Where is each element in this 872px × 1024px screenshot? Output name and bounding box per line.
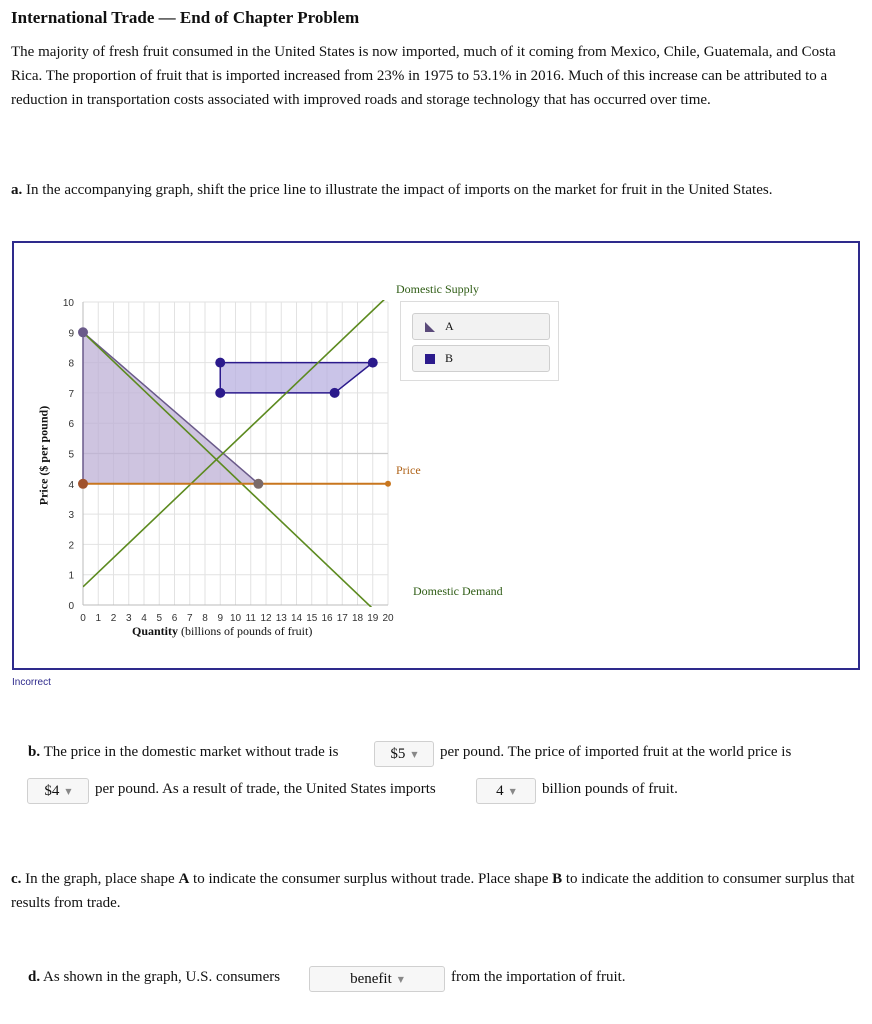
x-tick-label: 8 (202, 613, 208, 624)
supply-line-label: Domestic Supply (396, 282, 479, 296)
triangle-icon (425, 322, 435, 332)
shape-b-vertex (330, 388, 340, 398)
question-c-t2: to indicate the consumer surplus without trade. Place shape (193, 871, 549, 887)
question-c (11, 867, 866, 915)
x-tick-label: 13 (275, 613, 287, 624)
x-tick-label: 17 (336, 613, 348, 624)
question-b-label: b. (28, 744, 41, 760)
x-tick-label: 2 (110, 613, 117, 624)
demand-line-label: Domestic Demand (413, 584, 503, 598)
shape-palette (400, 301, 559, 381)
x-tick-label: 10 (229, 613, 242, 624)
chart-shapes (83, 332, 373, 484)
x-tick-label: 18 (351, 613, 364, 624)
question-c-t1: In the graph, place shape (25, 871, 175, 887)
question-b-line1 (28, 744, 339, 761)
price-line-point (385, 481, 391, 487)
legend-item-a[interactable] (412, 313, 550, 340)
x-tick-label: 20 (382, 613, 394, 624)
status-badge: Incorrect (12, 677, 51, 688)
consumer-effect-value: benefit (350, 970, 392, 987)
shape-b-vertex (215, 358, 225, 368)
x-axis-label-bold: Quantity (132, 624, 179, 638)
intro-paragraph: The majority of fresh fruit consumed in the United States is now imported, much of it coming from Mexico, Chile, Guatemala, and Costa Rica. The proportion of fruit that is imported increased from 23% in 1975 to 53.1% in 2016. Much of this increase can be attributed to a reduction in transportation costs associated with improved roads and storage technology that has occurred over time. (11, 44, 836, 108)
x-tick-label: 12 (260, 613, 272, 624)
consumer-surplus-shape-a (83, 332, 258, 484)
y-tick-label: 10 (62, 298, 74, 309)
shape-b-vertex (368, 358, 378, 368)
x-tick-label: 15 (306, 613, 318, 624)
chevron-down-icon: ▼ (65, 786, 72, 796)
y-tick-label: 7 (68, 388, 74, 400)
chevron-down-icon: ▼ (397, 974, 404, 984)
consumer-effect-dropdown[interactable] (309, 966, 445, 992)
question-d-line (28, 969, 280, 986)
question-a-text: In the accompanying graph, shift the price line to illustrate the impact of imports on the market for fruit in the United States. (26, 182, 773, 198)
x-axis-label (132, 624, 312, 639)
x-tick-label: 3 (125, 613, 132, 624)
y-tick-label: 4 (68, 479, 74, 491)
chevron-down-icon: ▼ (509, 786, 516, 796)
x-tick-label: 16 (321, 613, 333, 624)
question-d-text1: As shown in the graph, U.S. consumers (43, 969, 281, 985)
x-tick-label: 9 (217, 613, 224, 624)
x-axis-label-rest: (billions of pounds of fruit) (181, 624, 313, 638)
question-a-label: a. (11, 182, 23, 198)
price-line-label: Price (396, 463, 421, 477)
shape-b-vertex (215, 388, 225, 398)
question-c-label: c. (11, 871, 22, 887)
question-d-text2: from the importation of fruit. (451, 969, 626, 985)
question-b-text1: The price in the domestic market without trade is (43, 744, 339, 760)
y-tick-label: 2 (68, 540, 74, 552)
no-trade-price-dropdown[interactable] (374, 741, 434, 767)
y-tick-label: 8 (68, 358, 74, 370)
legend-label-a: A (445, 319, 454, 333)
question-c-t3: to indicate the addition to consumer surplus that results from trade. (11, 871, 855, 911)
page-title: International Trade — End of Chapter Problem (11, 8, 360, 27)
question-b-text4: billion pounds of fruit. (542, 781, 678, 797)
shape-a-vertex (78, 327, 88, 337)
price-line-point (253, 479, 263, 489)
surplus-gain-shape-b (220, 363, 373, 393)
question-b-text2: per pound. The price of imported fruit at the world price is (440, 744, 792, 760)
y-axis-label: Price ($ per pound) (36, 405, 51, 506)
square-icon (425, 354, 435, 364)
y-tick-label: 9 (68, 328, 74, 340)
x-tick-label: 1 (95, 613, 102, 624)
y-tick-label: 5 (68, 449, 74, 461)
imports-value: 4 (496, 782, 504, 799)
x-tick-label: 14 (290, 613, 303, 624)
imports-dropdown[interactable] (476, 778, 536, 804)
x-tick-label: 4 (141, 613, 147, 624)
y-tick-label: 3 (68, 510, 74, 522)
price-line-point (78, 479, 88, 489)
question-d-label: d. (28, 969, 41, 985)
y-tick-label: 6 (68, 419, 74, 431)
question-b-text3: per pound. As a result of trade, the United States imports (95, 781, 436, 797)
x-tick-label: 0 (80, 613, 86, 624)
legend-item-b[interactable] (412, 345, 550, 372)
y-tick-label: 0 (68, 601, 74, 612)
question-c-shape-b: B (552, 871, 563, 887)
no-trade-price-value: $5 (390, 745, 406, 762)
world-price-dropdown[interactable] (27, 778, 89, 804)
x-tick-label: 6 (171, 613, 178, 624)
x-tick-label: 11 (245, 613, 256, 624)
question-c-shape-a: A (178, 871, 190, 887)
x-tick-label: 19 (367, 613, 379, 624)
y-tick-label: 1 (68, 570, 74, 582)
legend-label-b: B (445, 351, 454, 365)
chevron-down-icon: ▼ (411, 749, 418, 759)
world-price-value: $4 (44, 782, 60, 799)
x-tick-label: 7 (186, 613, 193, 624)
x-tick-label: 5 (156, 613, 163, 624)
